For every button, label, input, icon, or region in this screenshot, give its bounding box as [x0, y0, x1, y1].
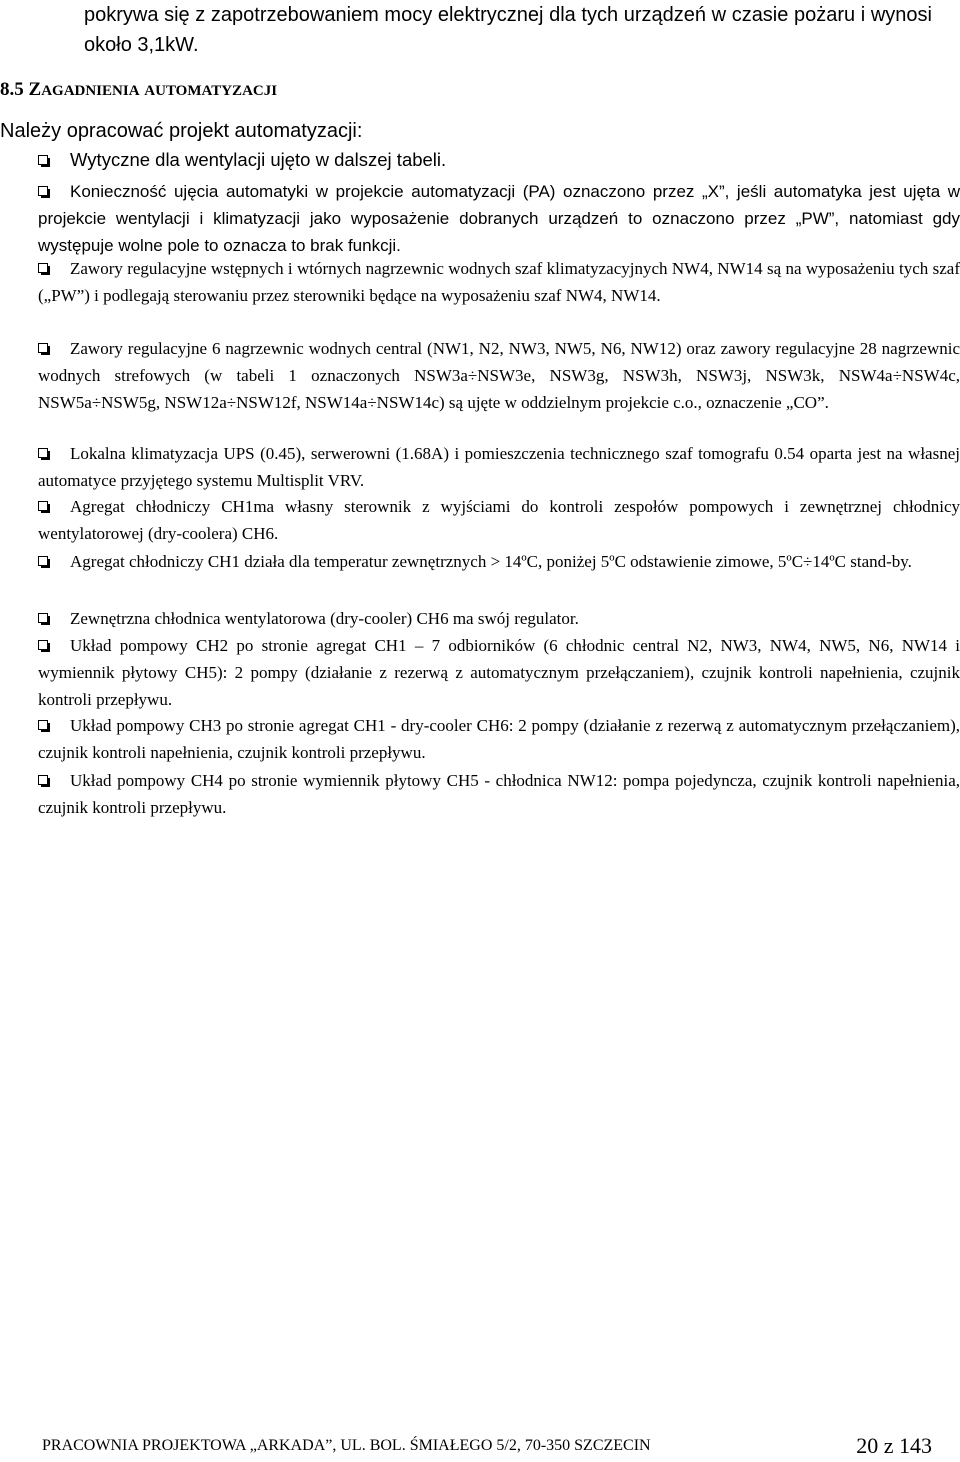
- page-footer: [42, 1432, 932, 1462]
- list-item: Agregat chłodniczy CH1ma własny sterownik z wyjściami do kontroli zespołów pompowych i zewnętrznej chłodnicy wentylatorowej (dry-coolera) CH6.: [38, 497, 960, 543]
- checkbox-square-icon: [38, 640, 48, 650]
- list-item: Zawory regulacyjne wstępnych i wtórnych nagrzewnic wodnych szaf klimatyzacyjnych NW4, NW14 są na wyposażeniu tych szaf („PW”) i podlegają sterowaniu przez sterowniki będące na wyposażeniu szaf NW4, NW14.: [38, 259, 960, 305]
- checkbox-square-icon: [38, 501, 48, 511]
- list-item: Lokalna klimatyzacja UPS (0.45), serwerowni (1.68A) i pomieszczenia technicznego szaf tomografu 0.54 oparta jest na własnej automatyce przyjętego systemu Multisplit VRV.: [38, 444, 960, 490]
- list-item: Układ pompowy CH2 po stronie agregat CH1 – 7 odbiorników (6 chłodnic central N2, NW3, NW4, NW5, N6, NW14 i wymiennik płytowy CH5): 2 pompy (działanie z rezerwą z automatycznym przełączaniem), czujnik kontroli napełnienia, czujnik kontroli przepływu.: [38, 636, 960, 709]
- list-item: Zawory regulacyjne 6 nagrzewnic wodnych central (NW1, N2, NW3, NW5, N6, NW12) oraz zawory regulacyjne 28 nagrzewnic wodnych strefowych (w tabeli 1 oznaczonych NSW3a÷NSW3e, NSW3g, NSW3h, NSW3j, NSW3k, NSW4a÷NSW4c, NSW5a÷NSW5g, NSW12a÷NSW12f, NSW14a÷NSW14c) są ujęte w oddzielnym projekcie c.o., oznaczenie „CO”.: [38, 339, 960, 412]
- list-item: Układ pompowy CH3 po stronie agregat CH1 - dry-cooler CH6: 2 pompy (działanie z rezerwą z automatycznym przełączaniem), czujnik kontroli napełnienia, czujnik kontroli przepływu.: [38, 716, 960, 762]
- list-item: Wytyczne dla wentylacji ujęto w dalszej tabeli.: [38, 148, 960, 172]
- section-title-rest: AGADNIENIA: [41, 83, 140, 99]
- section-heading: [0, 78, 277, 103]
- page-number: 20 z 143: [856, 1433, 932, 1458]
- lead-sentence: Należy opracować projekt automatyzacji:: [0, 120, 363, 142]
- list-item: Konieczność ujęcia automatyki w projekcie automatyzacji (PA) oznaczono przez „X”, jeśli automatyka jest ujęta w projekcie wentylacji i klimatyzacji jako wyposażenie dobranych urządzeń to oznaczono przez „PW”, natomiast gdy występuje wolne pole to oznacza to brak funkcji.: [38, 182, 960, 255]
- checkbox-square-icon: [38, 556, 48, 566]
- checkbox-square-icon: [38, 343, 48, 353]
- list-item: Zewnętrzna chłodnica wentylatorowa (dry-cooler) CH6 ma swój regulator.: [38, 605, 960, 632]
- checkbox-square-icon: [38, 186, 48, 196]
- checkbox-square-icon: [38, 775, 48, 785]
- checkbox-square-icon: [38, 263, 48, 273]
- intro-paragraph: pokrywa się z zapotrzebowaniem mocy elektrycznej dla tych urządzeń w czasie pożaru i wynosi około 3,1kW.: [84, 4, 932, 56]
- section-number: 8.5: [0, 79, 24, 100]
- section-title-word2: AUTOMATYZACJI: [144, 83, 278, 99]
- list-item: Układ pompowy CH4 po stronie wymiennik płytowy CH5 - chłodnica NW12: pompa pojedyncza, czujnik kontroli napełnienia, czujnik kontroli przepływu.: [38, 771, 960, 817]
- footer-company: PRACOWNIA PROJEKTOWA „ARKADA”, UL. BOL. ŚMIAŁEGO 5/2, 70-350 SZCZECIN: [42, 1437, 651, 1454]
- section-title-initial: Z: [28, 79, 42, 100]
- list-item: Agregat chłodniczy CH1 działa dla temperatur zewnętrznych > 14ºC, poniżej 5ºC odstawienie zimowe, 5ºC÷14ºC stand-by.: [38, 548, 960, 575]
- checkbox-square-icon: [38, 613, 48, 623]
- checkbox-square-icon: [38, 155, 48, 165]
- checkbox-square-icon: [38, 448, 48, 458]
- checkbox-square-icon: [38, 720, 48, 730]
